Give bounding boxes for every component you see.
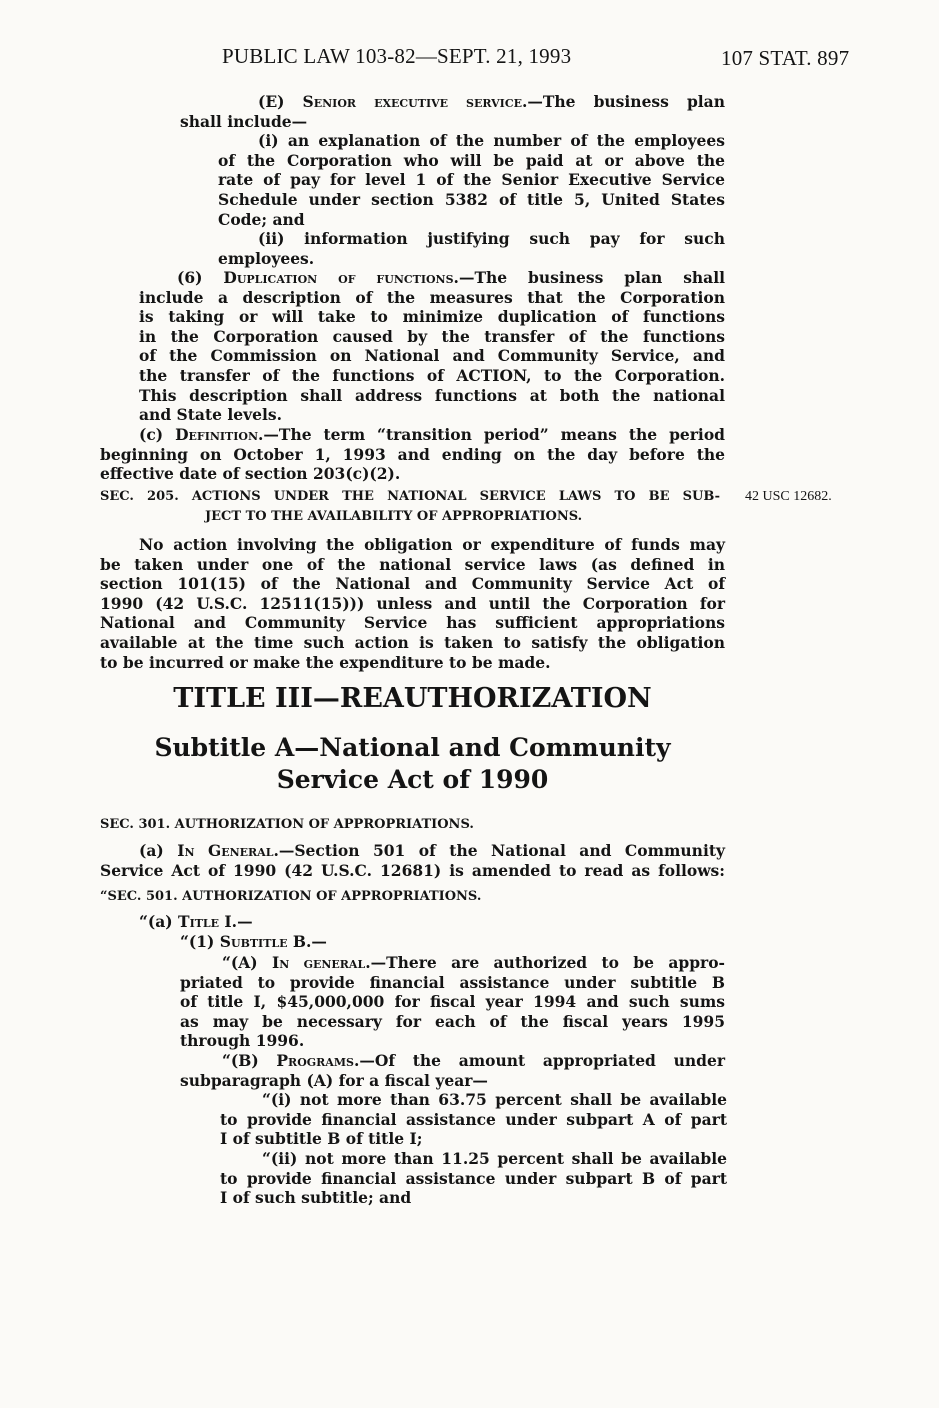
quoted-sec-501-heading: “SEC. 501. AUTHORIZATION OF APPROPRIATIONS.: [100, 889, 482, 904]
para-e-ii-line: employees.: [218, 248, 315, 268]
sec-205-body: [100, 535, 725, 675]
para-e-line1: (E) Senior executive service.—The business plan: [258, 92, 725, 111]
item-a-line: priated to provide financial assistance under subtitle B: [180, 972, 725, 992]
para-6-line: This description shall address functions at both the national: [139, 385, 725, 405]
item-b-ii-line: to provide financial assistance under subpart B of part: [220, 1168, 727, 1188]
para-6-line: include a description of the measures that the Corporation: [139, 287, 725, 307]
sec-205-heading-cont: JECT TO THE AVAILABILITY OF APPROPRIATIONS.: [205, 509, 583, 524]
item-b-line2: subparagraph (A) for a fiscal year—: [180, 1070, 488, 1090]
item-b-i-line: “(i) not more than 63.75 percent shall be available: [262, 1090, 727, 1109]
item-a-line1: “(A) In general.—There are authorized to be appro-: [222, 953, 725, 972]
duplication-block: [139, 268, 725, 428]
subtitle-a-line1: Subtitle A—National and Community: [154, 733, 671, 762]
para-c-line: effective date of section 203(c)(2).: [100, 464, 401, 484]
para-6-line: is taking or will take to minimize duplication of functions: [139, 307, 725, 327]
para-e-i-line: Code; and: [218, 209, 305, 229]
item-b-i-line: I of subtitle B of title I;: [220, 1129, 423, 1149]
sec-205-line: No action involving the obligation or expenditure of funds may: [139, 535, 725, 554]
sec-205-line: National and Community Service has sufficient appropriations: [100, 613, 725, 633]
sec-301-a-line2: Service Act of 1990 (42 U.S.C. 12681) is amended to read as follows:: [100, 860, 725, 880]
sec-205-line: section 101(15) of the National and Community Service Act of: [100, 574, 725, 594]
para-e-i-line: of the Corporation who will be paid at or above the: [218, 150, 725, 170]
subtitle-a-line2: Service Act of 1990: [276, 765, 549, 794]
subtitle-b-heading: “(1) Subtitle B.—: [180, 932, 327, 951]
margin-note: 42 USC 12682.: [745, 489, 832, 504]
item-a-block: [180, 953, 725, 1053]
para-6-line: in the Corporation caused by the transfer of the functions: [139, 326, 725, 346]
para-6-line1: (6) Duplication of functions.—The business plan shall: [177, 268, 726, 287]
running-header-law: PUBLIC LAW 103-82—SEPT. 21, 1993: [222, 44, 572, 68]
para-e-ii-line: (ii) information justifying such pay for such: [258, 229, 725, 249]
item-b-ii-block: [220, 1149, 727, 1209]
sec-205-line: available at the time such action is taken to satisfy the obligation: [100, 633, 725, 652]
sec-205-line: 1990 (42 U.S.C. 12511(15))) unless and until the Corporation for: [100, 593, 725, 613]
para-e-i-line: rate of pay for level 1 of the Senior Executive Service: [218, 170, 725, 190]
sec-205-heading: SEC. 205. ACTIONS UNDER THE NATIONAL SERVICE LAWS TO BE SUB-: [100, 489, 720, 504]
item-b-i-block: [220, 1090, 727, 1150]
sec-205-line: be taken under one of the national service laws (as defined in: [100, 554, 725, 574]
item-b-line1: “(B) Programs.—Of the amount appropriated under: [222, 1051, 725, 1070]
item-a-line: as may be necessary for each of the fiscal years 1995: [180, 1011, 725, 1031]
sec-301-heading: SEC. 301. AUTHORIZATION OF APPROPRIATIONS.: [100, 817, 474, 832]
para-6-line: the transfer of the functions of ACTION, to the Corporation.: [139, 366, 725, 385]
title-iii-heading: TITLE III—REAUTHORIZATION: [173, 683, 652, 714]
item-b-ii-line: I of such subtitle; and: [220, 1188, 412, 1208]
sec-205-line: to be incurred or make the expenditure to be made.: [100, 652, 551, 672]
definition-block: [100, 425, 725, 487]
para-e-i-line: Schedule under section 5382 of title 5, United States: [218, 190, 725, 209]
para-e-i-line: (i) an explanation of the number of the employees: [258, 131, 725, 151]
item-b-ii-line: “(ii) not more than 11.25 percent shall be available: [262, 1149, 727, 1168]
para-c-line: beginning on October 1, 1993 and ending on the day before the: [100, 444, 725, 464]
title-i-heading: “(a) Title I.—: [139, 912, 253, 931]
para-c-line1: (c) Definition.—The term “transition period” means the period: [139, 425, 725, 444]
running-header-page: 107 STAT. 897: [721, 46, 850, 70]
para-6-line: of the Commission on National and Community Service, and: [139, 346, 725, 366]
item-b-i-line: to provide financial assistance under subpart A of part: [220, 1109, 727, 1129]
item-a-line: of title I, $45,000,000 for fiscal year 1994 and such sums: [180, 992, 725, 1012]
item-a-line: through 1996.: [180, 1031, 305, 1051]
para-6-line: and State levels.: [139, 405, 282, 425]
sec-301-a-line1: (a) In General.—Section 501 of the National and Community: [139, 841, 725, 860]
para-e-line2: shall include—: [180, 111, 308, 131]
item-b-block: [180, 1051, 725, 1091]
